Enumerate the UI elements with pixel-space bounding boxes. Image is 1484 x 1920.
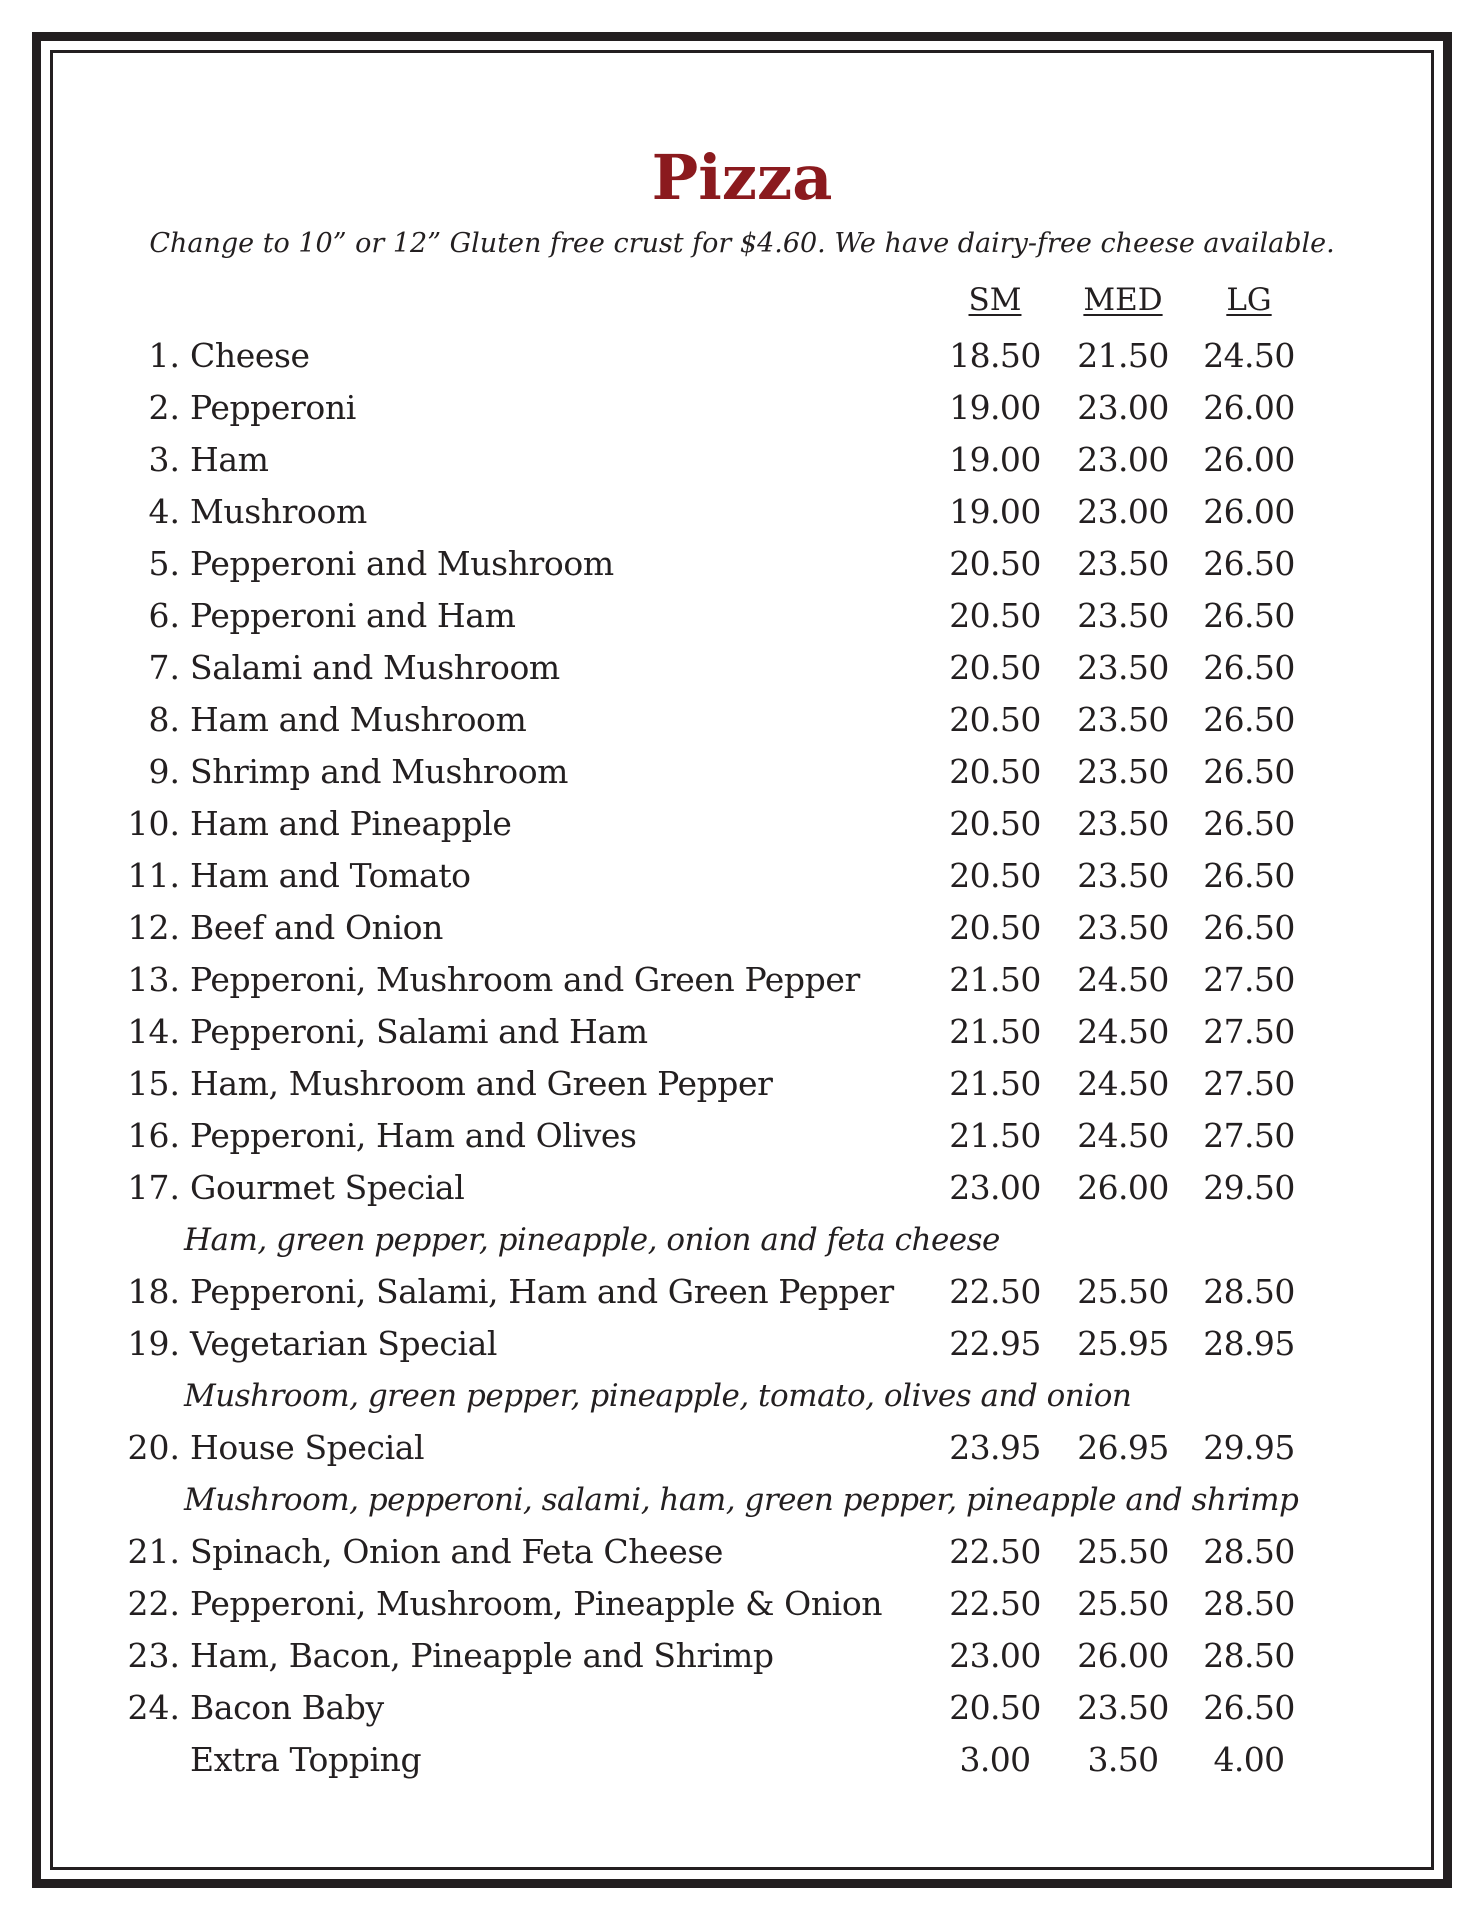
menu-item-row	[0, 642, 1484, 694]
price-med: 23.00	[1077, 388, 1169, 427]
item-name: Ham and Tomato	[190, 856, 471, 895]
item-number: 10.	[127, 804, 180, 843]
price-med: 21.50	[1077, 336, 1169, 375]
menu-item-row	[0, 1162, 1484, 1214]
item-name: Bacon Baby	[190, 1688, 384, 1727]
price-med: 23.50	[1077, 752, 1169, 791]
item-number: 8.	[148, 700, 180, 739]
price-lg: 26.50	[1203, 596, 1295, 635]
price-sm: 21.50	[949, 1064, 1041, 1103]
item-number: 1.	[148, 336, 180, 375]
price-sm: 21.50	[949, 1116, 1041, 1155]
menu-item-row	[0, 798, 1484, 850]
menu-item-row	[0, 1058, 1484, 1110]
item-name: Ham, Mushroom and Green Pepper	[190, 1064, 773, 1103]
item-name: Ham and Pineapple	[190, 804, 512, 843]
item-number: 12.	[127, 908, 180, 947]
item-number: 2.	[148, 388, 180, 427]
price-lg: 27.50	[1203, 1064, 1295, 1103]
price-lg: 27.50	[1203, 960, 1295, 999]
menu-item-row	[0, 590, 1484, 642]
price-lg: 28.50	[1203, 1636, 1295, 1675]
price-sm: 3.00	[959, 1740, 1031, 1779]
price-lg: 26.50	[1203, 908, 1295, 947]
menu-item-row	[0, 954, 1484, 1006]
menu-item-row	[0, 382, 1484, 434]
price-lg: 26.00	[1203, 492, 1295, 531]
item-number: 18.	[127, 1272, 180, 1311]
column-header-med: MED	[1083, 282, 1163, 318]
pizza-menu-list	[0, 330, 1484, 1786]
price-sm: 22.50	[949, 1584, 1041, 1623]
item-number: 24.	[127, 1688, 180, 1727]
item-name: Extra Topping	[190, 1740, 422, 1779]
price-med: 25.50	[1077, 1532, 1169, 1571]
price-sm: 20.50	[949, 804, 1041, 843]
item-number: 5.	[148, 544, 180, 583]
menu-item-row	[0, 1630, 1484, 1682]
item-number: 14.	[127, 1012, 180, 1051]
price-med: 23.50	[1077, 908, 1169, 947]
price-med: 23.50	[1077, 856, 1169, 895]
price-sm: 19.00	[949, 440, 1041, 479]
menu-item-row	[0, 1318, 1484, 1370]
price-lg: 28.50	[1203, 1532, 1295, 1571]
price-lg: 28.50	[1203, 1272, 1295, 1311]
price-sm: 23.95	[949, 1428, 1041, 1467]
item-name: Shrimp and Mushroom	[190, 752, 569, 791]
menu-item-description	[0, 1474, 1484, 1526]
menu-item-row	[0, 1110, 1484, 1162]
item-name: Pepperoni, Mushroom and Green Pepper	[190, 960, 860, 999]
price-lg: 29.50	[1203, 1168, 1295, 1207]
price-med: 23.00	[1077, 492, 1169, 531]
price-sm: 20.50	[949, 648, 1041, 687]
menu-item-row	[0, 434, 1484, 486]
menu-item-row	[0, 1578, 1484, 1630]
item-name: Ham	[190, 440, 269, 479]
size-column-headers	[0, 278, 1484, 322]
price-sm: 20.50	[949, 596, 1041, 635]
item-number: 4.	[148, 492, 180, 531]
price-sm: 22.95	[949, 1324, 1041, 1363]
price-lg: 27.50	[1203, 1116, 1295, 1155]
price-sm: 20.50	[949, 700, 1041, 739]
price-sm: 18.50	[949, 336, 1041, 375]
item-number: 19.	[127, 1324, 180, 1363]
price-lg: 26.00	[1203, 388, 1295, 427]
item-number: 22.	[127, 1584, 180, 1623]
price-sm: 23.00	[949, 1636, 1041, 1675]
menu-item-row	[0, 746, 1484, 798]
menu-item-row	[0, 486, 1484, 538]
price-sm: 20.50	[949, 856, 1041, 895]
menu-item-row	[0, 850, 1484, 902]
price-sm: 21.50	[949, 1012, 1041, 1051]
price-lg: 28.50	[1203, 1584, 1295, 1623]
item-name: Pepperoni, Salami and Ham	[190, 1012, 648, 1051]
menu-item-row	[0, 1266, 1484, 1318]
price-med: 23.50	[1077, 544, 1169, 583]
price-lg: 29.95	[1203, 1428, 1295, 1467]
item-number: 23.	[127, 1636, 180, 1675]
menu-item-row	[0, 1526, 1484, 1578]
price-med: 23.50	[1077, 648, 1169, 687]
price-med: 24.50	[1077, 960, 1169, 999]
item-description-text: Ham, green pepper, pineapple, onion and feta cheese	[184, 1222, 1000, 1258]
item-name: Mushroom	[190, 492, 367, 531]
price-lg: 26.50	[1203, 804, 1295, 843]
menu-item-row	[0, 902, 1484, 954]
item-number: 9.	[148, 752, 180, 791]
item-name: Ham, Bacon, Pineapple and Shrimp	[190, 1636, 774, 1675]
price-sm: 20.50	[949, 544, 1041, 583]
menu-item-description	[0, 1370, 1484, 1422]
price-sm: 19.00	[949, 492, 1041, 531]
menu-item-description	[0, 1214, 1484, 1266]
item-number: 21.	[127, 1532, 180, 1571]
price-lg: 28.95	[1203, 1324, 1295, 1363]
price-med: 3.50	[1087, 1740, 1159, 1779]
item-name: Pepperoni, Ham and Olives	[190, 1116, 637, 1155]
price-med: 23.50	[1077, 596, 1169, 635]
price-med: 23.50	[1077, 1688, 1169, 1727]
item-name: Pepperoni and Mushroom	[190, 544, 614, 583]
menu-item-row	[0, 1422, 1484, 1474]
price-sm: 20.50	[949, 752, 1041, 791]
item-description-text: Mushroom, pepperoni, salami, ham, green pepper, pineapple and shrimp	[184, 1482, 1299, 1518]
price-lg: 26.50	[1203, 1688, 1295, 1727]
price-med: 23.00	[1077, 440, 1169, 479]
item-number: 3.	[148, 440, 180, 479]
price-med: 26.95	[1077, 1428, 1169, 1467]
menu-item-row	[0, 1006, 1484, 1058]
price-med: 26.00	[1077, 1636, 1169, 1675]
item-name: Pepperoni and Ham	[190, 596, 516, 635]
price-lg: 27.50	[1203, 1012, 1295, 1051]
price-sm: 21.50	[949, 960, 1041, 999]
menu-item-row	[0, 538, 1484, 590]
item-name: Salami and Mushroom	[190, 648, 560, 687]
price-lg: 24.50	[1203, 336, 1295, 375]
menu-item-row	[0, 694, 1484, 746]
price-med: 25.50	[1077, 1272, 1169, 1311]
price-sm: 22.50	[949, 1272, 1041, 1311]
price-sm: 20.50	[949, 1688, 1041, 1727]
price-lg: 26.50	[1203, 544, 1295, 583]
item-number: 6.	[148, 596, 180, 635]
price-lg: 26.50	[1203, 700, 1295, 739]
price-lg: 26.50	[1203, 752, 1295, 791]
item-name: Beef and Onion	[190, 908, 443, 947]
menu-item-row	[0, 1682, 1484, 1734]
item-number: 17.	[127, 1168, 180, 1207]
item-name: Pepperoni, Salami, Ham and Green Pepper	[190, 1272, 894, 1311]
price-med: 24.50	[1077, 1116, 1169, 1155]
menu-item-row	[0, 330, 1484, 382]
price-lg: 26.00	[1203, 440, 1295, 479]
column-header-sm: SM	[968, 282, 1022, 318]
price-sm: 22.50	[949, 1532, 1041, 1571]
item-name: Ham and Mushroom	[190, 700, 527, 739]
price-med: 26.00	[1077, 1168, 1169, 1207]
item-name: Gourmet Special	[190, 1168, 465, 1207]
item-number: 7.	[148, 648, 180, 687]
item-number: 20.	[127, 1428, 180, 1467]
price-sm: 23.00	[949, 1168, 1041, 1207]
item-number: 13.	[127, 960, 180, 999]
menu-item-row	[0, 1734, 1484, 1786]
price-sm: 20.50	[949, 908, 1041, 947]
page-title: Pizza	[651, 141, 833, 214]
item-name: Vegetarian Special	[190, 1324, 497, 1363]
item-name: Pepperoni	[190, 388, 356, 427]
price-lg: 26.50	[1203, 856, 1295, 895]
item-number: 16.	[127, 1116, 180, 1155]
price-sm: 19.00	[949, 388, 1041, 427]
item-number: 11.	[127, 856, 180, 895]
price-med: 25.95	[1077, 1324, 1169, 1363]
column-header-lg: LG	[1226, 282, 1272, 318]
price-lg: 26.50	[1203, 648, 1295, 687]
item-description-text: Mushroom, green pepper, pineapple, tomato, olives and onion	[184, 1378, 1132, 1414]
price-lg: 4.00	[1213, 1740, 1285, 1779]
item-name: House Special	[190, 1428, 425, 1467]
price-med: 23.50	[1077, 700, 1169, 739]
price-med: 24.50	[1077, 1064, 1169, 1103]
price-med: 24.50	[1077, 1012, 1169, 1051]
price-med: 23.50	[1077, 804, 1169, 843]
item-name: Cheese	[190, 336, 310, 375]
item-name: Spinach, Onion and Feta Cheese	[190, 1532, 724, 1571]
crust-note: Change to 10” or 12” Gluten free crust for $4.60. We have dairy-free cheese available.	[149, 228, 1335, 259]
item-number: 15.	[127, 1064, 180, 1103]
price-med: 25.50	[1077, 1584, 1169, 1623]
item-name: Pepperoni, Mushroom, Pineapple & Onion	[190, 1584, 883, 1623]
